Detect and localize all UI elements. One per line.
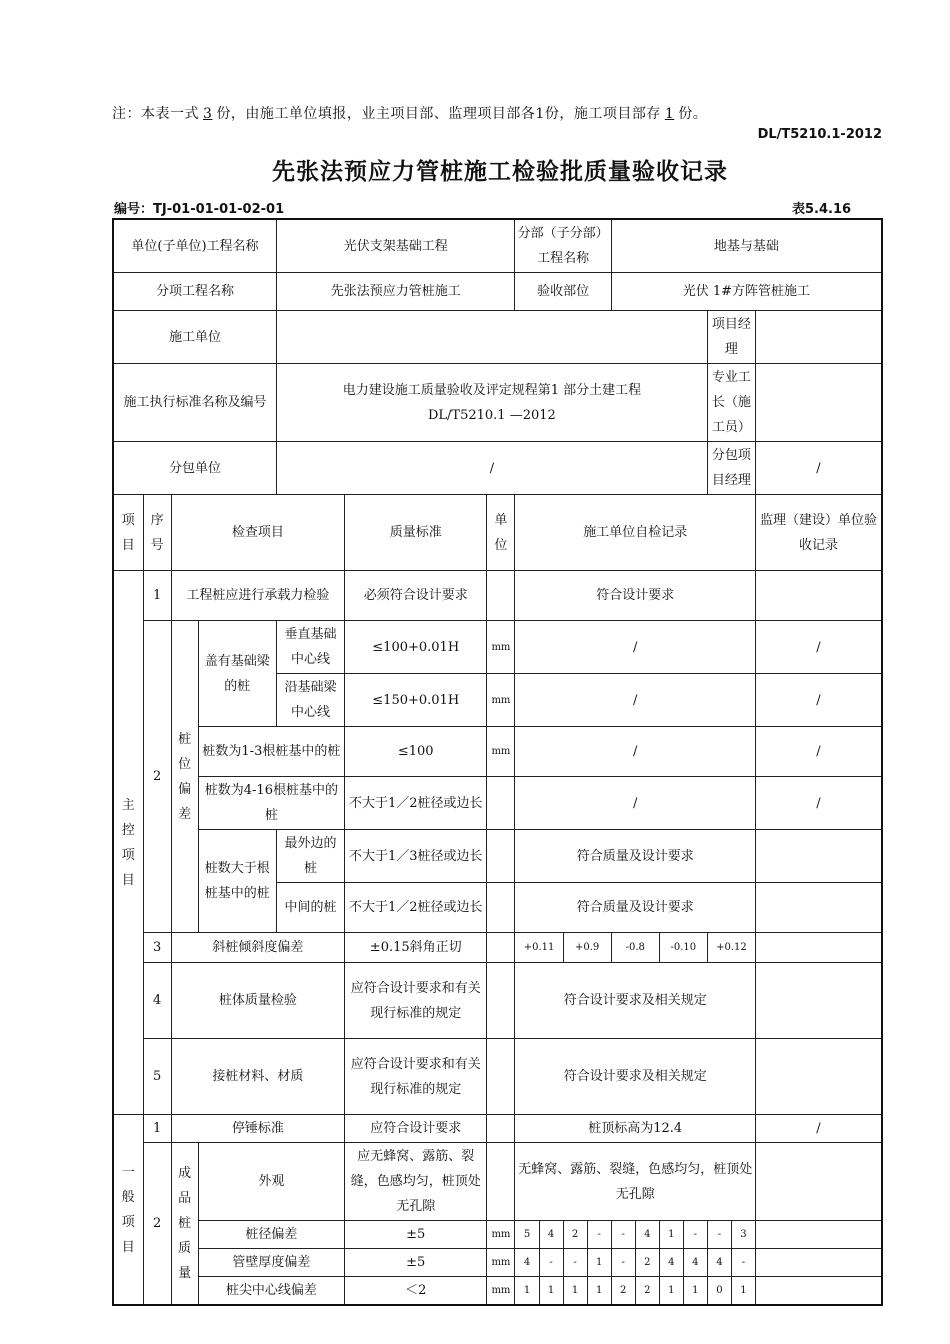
main-r1-record: 符合设计要求 [515,571,755,621]
main-r1-seq: 1 [143,571,171,621]
general-tip-std: ＜2 [345,1277,487,1306]
wall-value: 4 [683,1249,707,1277]
tip-value: 1 [515,1277,539,1306]
main-r3-value: +0.11 [515,933,563,963]
note-line [112,103,707,123]
main-r2-e-unit [487,830,515,883]
constructor-value [276,311,707,364]
wall-value: - [563,1249,587,1277]
note-prefix: 注：本表一式 [112,106,199,122]
col-seq: 序号 [143,495,171,571]
part-label: 验收部位 [515,273,611,311]
general-r1-seq: 1 [143,1115,171,1143]
main-r2-f-sup [755,883,882,933]
diameter-value: - [707,1221,731,1249]
main-r2-e-std: 不大于1／3桩径或边长 [345,830,487,883]
main-r2-e-sup [755,830,882,883]
division-label: 分部（子分部）工程名称 [515,219,611,273]
main-r2-f-name: 中间的桩 [276,883,344,933]
diameter-value: 4 [635,1221,659,1249]
std-value-line2: DL/T5210.1 —2012 [427,407,556,423]
main-r3-value: -0.10 [659,933,707,963]
main-r2-f-std: 不大于1／2桩径或边长 [345,883,487,933]
wall-value: 1 [587,1249,611,1277]
division-value: 地基与基础 [611,219,882,273]
item-value: 先张法预应力管桩施工 [276,273,515,311]
main-r2-big-label: 桩数大于根桩基中的桩 [198,830,276,933]
main-r2-b-unit: mm [487,674,515,727]
item-label: 分项工程名称 [113,273,276,311]
diameter-value: 2 [563,1221,587,1249]
col-item: 项目 [113,495,143,571]
main-r5-seq: 5 [143,1039,171,1115]
diameter-value: 3 [731,1221,755,1249]
general-wall-name: 管壁厚度偏差 [198,1249,344,1277]
main-r1-unit [487,571,515,621]
main-r3-value: +0.12 [707,933,755,963]
main-r4-record: 符合设计要求及相关规定 [515,963,755,1039]
main-r2-a-unit: mm [487,621,515,674]
wall-value: 4 [707,1249,731,1277]
general-r1-name: 停锤标准 [171,1115,344,1143]
main-r2-c-unit: mm [487,727,515,777]
std-value-line1: 电力建设施工质量验收及评定规程第1 部分土建工程 [342,382,642,398]
foreman-label: 专业工长（施工员） [707,364,755,442]
sub-value: / [276,442,707,495]
main-r5-record: 符合设计要求及相关规定 [515,1039,755,1115]
main-r2-group: 桩位偏差 [171,621,198,933]
main-r2-d-record: / [515,777,755,830]
main-r4-seq: 4 [143,963,171,1039]
main-r2-f-record: 符合质量及设计要求 [515,883,755,933]
main-r3-value: -0.8 [611,933,659,963]
tip-value: 2 [635,1277,659,1306]
tip-value: 1 [731,1277,755,1306]
pm-label: 项目经理 [707,311,755,364]
general-wall-std: ±5 [345,1249,487,1277]
main-r2-c-record: / [515,727,755,777]
note-copies2: 1 [664,106,675,122]
std-label: 施工执行标准名称及编号 [113,364,276,442]
general-r1-unit [487,1115,515,1143]
main-label: 主控项目 [113,571,143,1115]
main-r1-sup [755,571,882,621]
general-diameter-std: ±5 [345,1221,487,1249]
wall-value: 4 [515,1249,539,1277]
main-r2-d-std: 不大于1／2桩径或边长 [345,777,487,830]
note-copies: 3 [203,106,213,122]
main-r5-sup [755,1039,882,1115]
main-r2-c-name: 桩数为1-3根桩基中的桩 [198,727,344,777]
diameter-value: 5 [515,1221,539,1249]
general-r2-seq: 2 [143,1143,171,1306]
main-r2-beam-label: 盖有基础梁的桩 [198,621,276,727]
col-unit: 单位 [487,495,515,571]
main-r2-d-unit [487,777,515,830]
note-suffix: 份。 [678,106,708,122]
main-r3-seq: 3 [143,933,171,963]
diameter-value: 4 [539,1221,563,1249]
main-r2-c-std: ≤100 [345,727,487,777]
main-r5-unit [487,1039,515,1115]
sub-label: 分包单位 [113,442,276,495]
general-wall-sup [755,1249,882,1277]
tip-value: 1 [539,1277,563,1306]
diameter-value: - [683,1221,707,1249]
main-r2-a-name: 垂直基础中心线 [276,621,344,674]
main-r2-c-sup: / [755,727,882,777]
main-r2-e-record: 符合质量及设计要求 [515,830,755,883]
main-r2-f-unit [487,883,515,933]
subpm-value: / [755,442,882,495]
tip-value: 0 [707,1277,731,1306]
main-r3-std: ±0.15斜角正切 [345,933,487,963]
pm-value [755,311,882,364]
foreman-value [755,364,882,442]
general-wall-unit: mm [487,1249,515,1277]
general-tip-sup [755,1277,882,1306]
main-r2-seq: 2 [143,621,171,933]
col-self-check: 施工单位自检记录 [515,495,755,571]
main-r2-a-std: ≤100+0.01H [345,621,487,674]
main-r2-a-sup: / [755,621,882,674]
main-r3-unit [487,933,515,963]
wall-value: 4 [659,1249,683,1277]
general-r1-sup: / [755,1115,882,1143]
main-r4-unit [487,963,515,1039]
general-appearance-sup [755,1143,882,1221]
general-tip-name: 桩尖中心线偏差 [198,1277,344,1306]
tip-value: 1 [587,1277,611,1306]
main-r2-b-std: ≤150+0.01H [345,674,487,727]
wall-value: - [539,1249,563,1277]
wall-value: - [611,1249,635,1277]
unit-value: 光伏支架基础工程 [276,219,515,273]
main-r2-b-sup: / [755,674,882,727]
main-r2-b-name: 沿基础梁中心线 [276,674,344,727]
wall-value: 2 [635,1249,659,1277]
col-supervision: 监理（建设）单位验收记录 [755,495,882,571]
main-r4-std: 应符合设计要求和有关现行标准的规定 [345,963,487,1039]
tip-value: 1 [563,1277,587,1306]
main-r3-name: 斜桩倾斜度偏差 [171,933,344,963]
unit-label: 单位(子单位)工程名称 [113,219,276,273]
standard-code: DL/T5210.1-2012 [757,127,882,142]
main-r5-name: 接桩材料、材质 [171,1039,344,1115]
main-r4-sup [755,963,882,1039]
general-appearance-name: 外观 [198,1143,344,1221]
page-title: 先张法预应力管桩施工检验批质量验收记录 [272,159,728,185]
tip-value: 1 [683,1277,707,1306]
tip-value: 2 [611,1277,635,1306]
table-number: 表5.4.16 [792,202,852,217]
general-appearance-unit [487,1143,515,1221]
main-r1-name: 工程桩应进行承载力检验 [171,571,344,621]
general-r1-record: 桩顶标高为12.4 [515,1115,755,1143]
part-value: 光伏 1#方阵管桩施工 [611,273,882,311]
inspection-table [112,218,883,1306]
diameter-value: 1 [659,1221,683,1249]
general-tip-unit: mm [487,1277,515,1306]
main-r2-d-name: 桩数为4-16根桩基中的桩 [198,777,344,830]
general-r1-std: 应符合设计要求 [345,1115,487,1143]
col-check: 检查项目 [171,495,344,571]
main-r1-std: 必须符合设计要求 [345,571,487,621]
general-appearance-record: 无蜂窝、露筋、裂缝，色感均匀，桩顶处无孔隙 [515,1143,755,1221]
diameter-value: - [587,1221,611,1249]
main-r4-name: 桩体质量检验 [171,963,344,1039]
main-r5-std: 应符合设计要求和有关现行标准的规定 [345,1039,487,1115]
general-diameter-name: 桩径偏差 [198,1221,344,1249]
constructor-label: 施工单位 [113,311,276,364]
std-value [276,364,707,442]
subpm-label: 分包项目经理 [707,442,755,495]
general-diameter-unit: mm [487,1221,515,1249]
main-r3-sup [755,933,882,963]
col-standard: 质量标准 [345,495,487,571]
main-r2-e-name: 最外边的桩 [276,830,344,883]
general-label: 一般项目 [113,1115,143,1306]
note-middle: 份，由施工单位填报，业主项目部、监理项目部各1份，施工项目部存 [216,106,661,122]
main-r2-a-record: / [515,621,755,674]
record-code: 编号：TJ-01-01-01-02-01 [114,202,285,217]
main-r2-d-sup: / [755,777,882,830]
main-r3-value: +0.9 [563,933,611,963]
main-r2-b-record: / [515,674,755,727]
general-diameter-sup [755,1221,882,1249]
general-r2-group: 成品桩质量 [171,1143,198,1306]
tip-value: 1 [659,1277,683,1306]
wall-value: - [731,1249,755,1277]
diameter-value: - [611,1221,635,1249]
general-appearance-std: 应无蜂窝、露筋、裂缝，色感均匀，桩顶处无孔隙 [345,1143,487,1221]
